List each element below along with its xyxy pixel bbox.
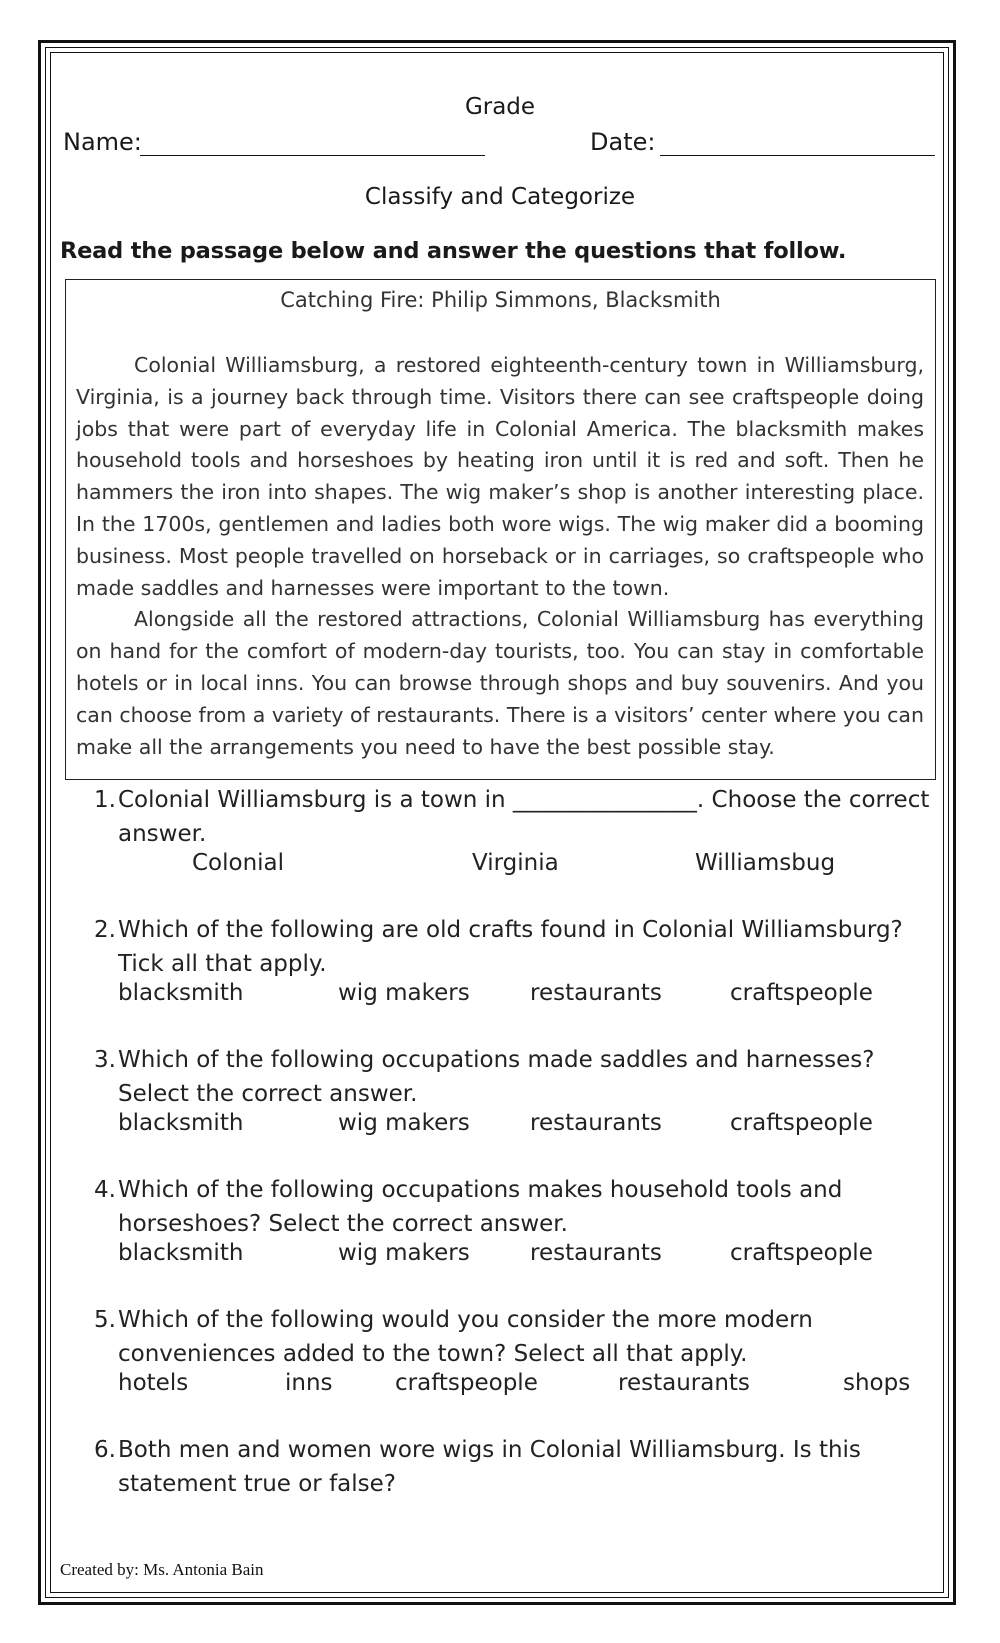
answer-option[interactable]: inns: [285, 1370, 333, 1396]
question-number: 3.: [94, 1047, 116, 1073]
answer-option[interactable]: restaurants: [618, 1370, 750, 1396]
question-number: 6.: [94, 1437, 116, 1463]
answer-option[interactable]: restaurants: [530, 1110, 662, 1136]
date-field-line[interactable]: [660, 155, 935, 156]
question-text: Both men and women wore wigs in Colonial Williamsburg. Is this statement true or false?: [118, 1437, 861, 1497]
instructions: Read the passage below and answer the questions that follow.: [60, 238, 847, 264]
passage-title: Catching Fire: Philip Simmons, Blacksmith: [280, 288, 721, 312]
name-field-line[interactable]: [140, 155, 485, 156]
question-number: 5.: [94, 1307, 116, 1333]
question-text: Which of the following occupations made saddles and harnesses? Select the correct answer.: [118, 1047, 875, 1107]
question-text: Which of the following are old crafts found in Colonial Williamsburg? Tick all that apply.: [118, 917, 903, 977]
question-text: Colonial Williamsburg is a town in ________________. Choose the correct answer.: [118, 787, 930, 847]
answer-option[interactable]: craftspeople: [730, 1110, 873, 1136]
answer-option[interactable]: wig makers: [338, 980, 470, 1006]
worksheet-title: Classify and Categorize: [364, 184, 636, 210]
answer-option[interactable]: blacksmith: [118, 1110, 244, 1136]
answer-option[interactable]: restaurants: [530, 980, 662, 1006]
passage-text: [76, 350, 924, 763]
passage-box: [65, 279, 936, 780]
question-number: 1.: [94, 787, 116, 813]
passage-paragraph: Alongside all the restored attractions, Colonial Williamsburg has everything on hand for the comfort of modern-day tourists, too. You can stay in comfortable hotels or in local inns. You can browse through shops and buy souvenirs. And you can choose from a variety of restaurants. There is a visitors’ center where you can make all the arrangements you need to have the best possible stay.: [76, 607, 924, 759]
answer-option[interactable]: hotels: [118, 1370, 189, 1396]
passage-paragraph: Colonial Williamsburg, a restored eighteenth-century town in Williamsburg, Virginia, is a journey back through time. Visitors there can see craftspeople doing jobs that were part of everyday life in Colonial America. The blacksmith makes household tools and horseshoes by heating iron until it is red and soft. Then he hammers the iron into shapes. The wig maker’s shop is another interesting place. In the 1700s, gentlemen and ladies both wore wigs. The wig maker did a booming business. Most people travelled on horseback or in carriages, so craftspeople who made saddles and harnesses were important to the town.: [76, 353, 924, 600]
answer-option[interactable]: Virginia: [472, 850, 559, 876]
answer-option[interactable]: craftspeople: [395, 1370, 538, 1396]
answer-option[interactable]: craftspeople: [730, 980, 873, 1006]
question-number: 2.: [94, 917, 116, 943]
grade-label: Grade: [464, 94, 536, 120]
answer-option[interactable]: craftspeople: [730, 1240, 873, 1266]
answer-option[interactable]: Colonial: [192, 850, 285, 876]
question-number: 4.: [94, 1177, 116, 1203]
answer-option[interactable]: wig makers: [338, 1240, 470, 1266]
creator-credit: Created by: Ms. Antonia Bain: [60, 1560, 264, 1579]
date-label: Date:: [590, 128, 656, 156]
question-text: Which of the following occupations makes household tools and horseshoes? Select the correct answer.: [118, 1177, 843, 1237]
name-label: Name:: [63, 128, 142, 156]
question-text: Which of the following would you consider the more modern conveniences added to the town? Select all that apply.: [118, 1307, 813, 1367]
answer-option[interactable]: shops: [843, 1370, 911, 1396]
answer-option[interactable]: blacksmith: [118, 980, 244, 1006]
answer-option[interactable]: blacksmith: [118, 1240, 244, 1266]
answer-option[interactable]: Williamsbug: [695, 850, 836, 876]
answer-option[interactable]: restaurants: [530, 1240, 662, 1266]
answer-option[interactable]: wig makers: [338, 1110, 470, 1136]
